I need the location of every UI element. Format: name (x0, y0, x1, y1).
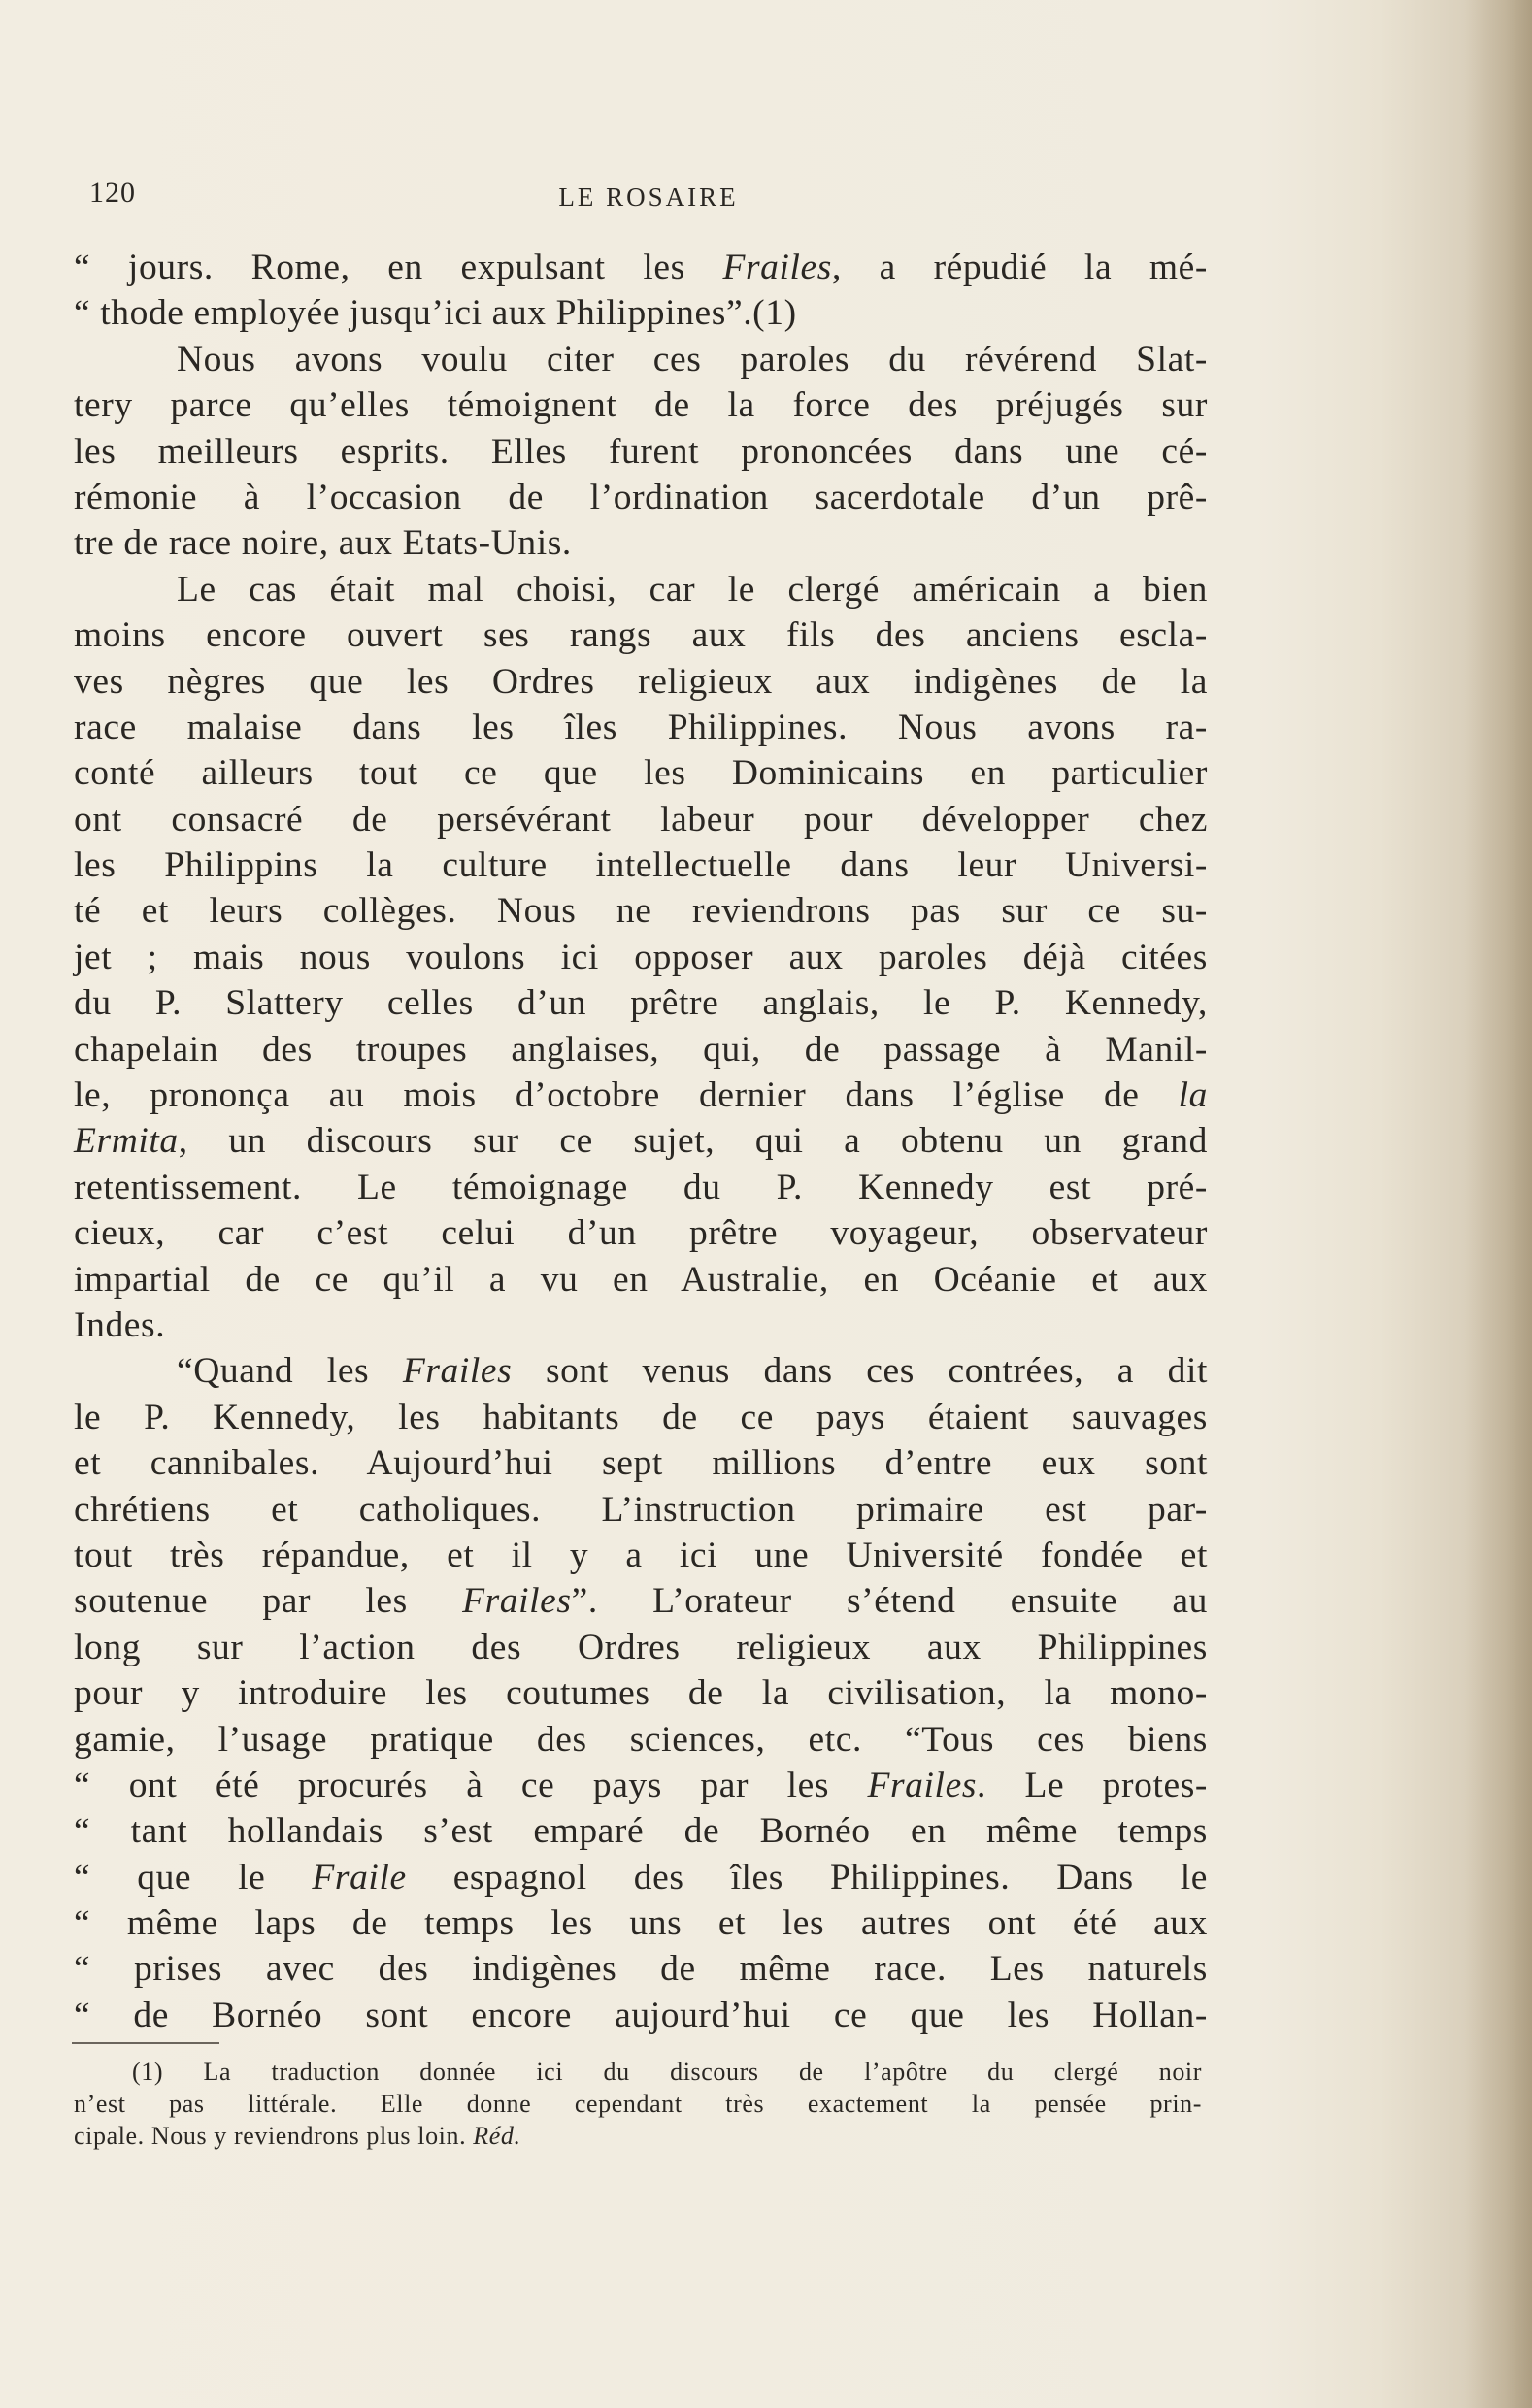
text-line: cieux, car c’est celui d’un prêtre voyageur, observateur (74, 1213, 1208, 1254)
text-line: jet ; mais nous voulons ici opposer aux paroles déjà citées (74, 937, 1208, 977)
text-line: “ de Bornéo sont encore aujourd’hui ce que les Hollan- (74, 1995, 1208, 2035)
italic-text: Fraile (312, 1857, 407, 1897)
text-line: “ jours. Rome, en expulsant les Frailes, a répudié la mé- (74, 247, 1208, 287)
text-line: chapelain des troupes anglaises, qui, de passage à Manil- (74, 1029, 1208, 1070)
text-line: ves nègres que les Ordres religieux aux indigènes de la (74, 661, 1208, 702)
italic-text: Frailes (722, 247, 832, 287)
text-line: le P. Kennedy, les habitants de ce pays étaient sauvages (74, 1397, 1208, 1437)
running-title: LE ROSAIRE (558, 182, 739, 212)
text-line: conté ailleurs tout ce que les Dominicains en particulier (74, 753, 1208, 794)
text-line: les Philippins la culture intellectuelle dans leur Universi- (74, 845, 1208, 886)
text-line: Ermita, un discours sur ce sujet, qui a obtenu un grand (74, 1121, 1208, 1162)
text-line: “ tant hollandais s’est emparé de Bornéo en même temps (74, 1811, 1208, 1852)
text-line: impartial de ce qu’il a vu en Australie, en Océanie et aux (74, 1259, 1208, 1300)
italic-text: Frailes (402, 1351, 513, 1392)
text-line: moins encore ouvert ses rangs aux fils des anciens escla- (74, 615, 1208, 656)
footnote-line: n’est pas littérale. Elle donne cependant très exactement la pensée prin- (74, 2090, 1202, 2118)
text-line: tery parce qu’elles témoignent de la force des préjugés sur (74, 385, 1208, 426)
text-line: tre de race noire, aux Etats-Unis. (74, 523, 572, 564)
text-line: “ prises avec des indigènes de même race. Les naturels (74, 1949, 1208, 1990)
page-number: 120 (89, 177, 136, 209)
text-line: soutenue par les Frailes”. L’orateur s’étend ensuite au (74, 1581, 1209, 1622)
footnote-line: (1) La traduction donnée ici du discours de l’apôtre du clergé noir (132, 2058, 1202, 2086)
text-line: “ que le Fraile espagnol des îles Philippines. Dans le (74, 1857, 1208, 1897)
text-line: “ ont été procurés à ce pays par les Frailes. Le protes- (74, 1765, 1208, 1805)
italic-text: la (1178, 1075, 1208, 1116)
italic-text: Réd. (473, 2122, 521, 2150)
text-line: té et leurs collèges. Nous ne reviendrons pas sur ce su- (74, 891, 1208, 932)
text-line: gamie, l’usage pratique des sciences, etc. “Tous ces biens (74, 1719, 1208, 1760)
page-header (89, 177, 1208, 225)
text-line: le, prononça au mois d’octobre dernier dans l’église de la (74, 1075, 1208, 1116)
footnote-divider (72, 2042, 219, 2044)
text-line: du P. Slattery celles d’un prêtre anglais, le P. Kennedy, (74, 983, 1208, 1024)
italic-text: Frailes (462, 1581, 572, 1622)
text-line: “ thode employée jusqu’ici aux Philippines”.(1) (74, 293, 797, 334)
text-line: et cannibales. Aujourd’hui sept millions d’entre eux sont (74, 1443, 1208, 1484)
text-line: “Quand les Frailes sont venus dans ces contrées, a dit (177, 1351, 1208, 1392)
page-edge-shadow (1464, 0, 1532, 2408)
text-line: Le cas était mal choisi, car le clergé américain a bien (177, 569, 1208, 610)
text-line: pour y introduire les coutumes de la civilisation, la mono- (74, 1673, 1208, 1714)
text-line: les meilleurs esprits. Elles furent prononcées dans une cé- (74, 431, 1208, 472)
italic-text: Frailes (867, 1765, 978, 1805)
text-line: Indes. (74, 1304, 166, 1345)
footnote (74, 2056, 1202, 2152)
text-line: long sur l’action des Ordres religieux aux Philippines (74, 1627, 1208, 1667)
text-line: ont consacré de persévérant labeur pour développer chez (74, 799, 1208, 840)
text-line: chrétiens et catholiques. L’instruction primaire est par- (74, 1489, 1208, 1530)
text-line: race malaise dans les îles Philippines. Nous avons ra- (74, 707, 1208, 747)
text-line: Nous avons voulu citer ces paroles du révérend Slat- (177, 339, 1208, 379)
body-text (74, 245, 1208, 2038)
text-line: rémonie à l’occasion de l’ordination sacerdotale d’un prê- (74, 477, 1208, 517)
text-line: tout très répandue, et il y a ici une Université fondée et (74, 1534, 1208, 1575)
text-line: “ même laps de temps les uns et les autres ont été aux (74, 1903, 1208, 1944)
text-line: retentissement. Le témoignage du P. Kennedy est pré- (74, 1167, 1208, 1207)
italic-text: Ermita (74, 1121, 179, 1162)
footnote-line: cipale. Nous y reviendrons plus loin. Réd. (74, 2122, 521, 2150)
